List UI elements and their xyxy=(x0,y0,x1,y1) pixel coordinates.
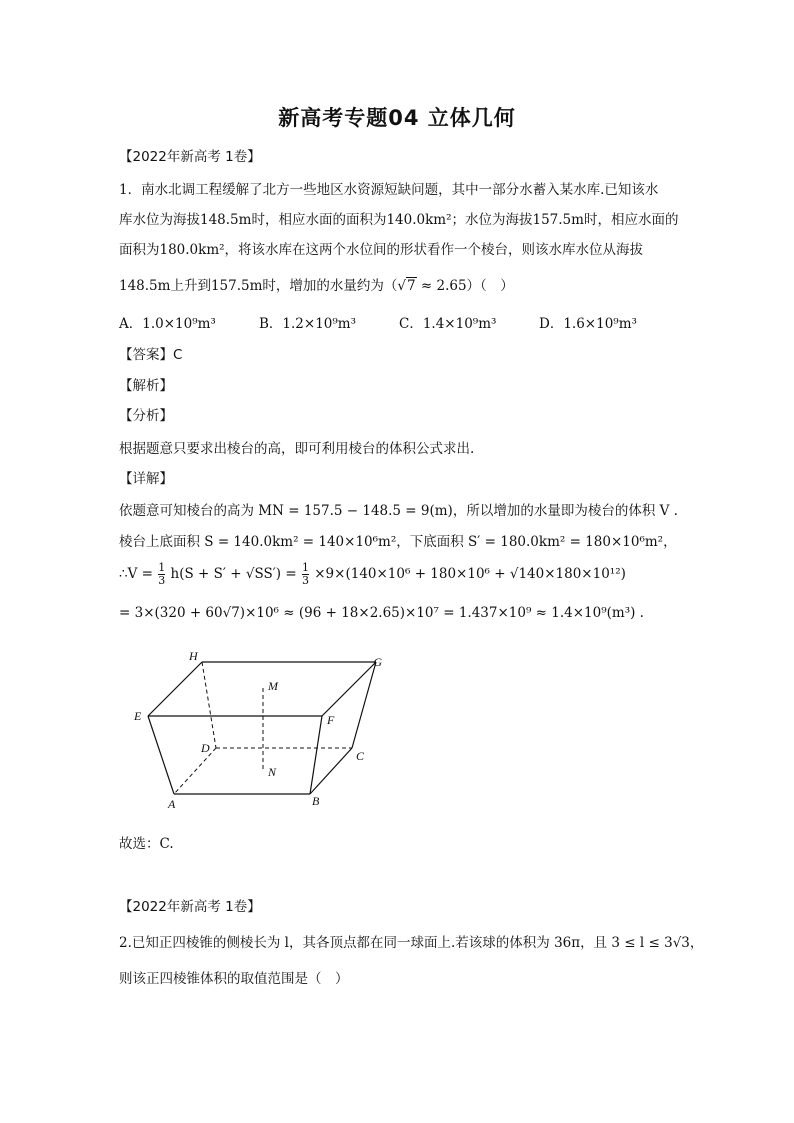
edge-eh xyxy=(148,662,202,716)
q1-options xyxy=(119,312,679,332)
frac-numerator: 1 xyxy=(158,561,166,574)
q1-answer: 【答案】C xyxy=(119,347,183,363)
label-f: F xyxy=(327,713,335,727)
q1-detail-line3 xyxy=(119,562,626,587)
label-m: M xyxy=(268,679,278,693)
option-b: B．1.2×10⁹m³ xyxy=(259,316,357,332)
q1-stem-line3: 面积为180.0km²，将该水库在这两个水位间的形状看作一个棱台，则该水库水位从海拔 xyxy=(119,242,644,258)
q1-detail-line2: 棱台上底面积 S = 140.0km² = 140×10⁶m²，下底面积 S′ = 180.0km² = 180×10⁶m²， xyxy=(119,534,677,550)
frac-numerator-2: 1 xyxy=(301,561,309,574)
q1-jiexi-heading: 【解析】 xyxy=(119,378,173,394)
q1-xiangjie-heading: 【详解】 xyxy=(119,471,173,487)
q1-stem-line1: 1．南水北调工程缓解了北方一些地区水资源短缺问题，其中一部分水蓄入某水库.已知该水 xyxy=(119,182,659,198)
label-h: H xyxy=(189,649,198,663)
option-d: D．1.6×10⁹m³ xyxy=(539,316,637,332)
edge-hd-hidden xyxy=(202,662,216,748)
option-a: A．1.0×10⁹m³ xyxy=(119,316,216,332)
q1-source-tag: 【2022年新高考 1卷】 xyxy=(119,149,261,165)
fraction-one-third xyxy=(158,562,165,587)
label-d: D xyxy=(201,741,210,755)
q1-detail3-rhs: ×9×(140×10⁶ + 180×10⁶ + √140×180×10¹²) xyxy=(314,566,626,582)
q1-stem-line4: 148.5m上升到157.5m时，增加的水量约为（√7 ≈ 2.65）（ ） xyxy=(119,278,514,294)
label-n: N xyxy=(268,765,277,779)
label-b: B xyxy=(312,794,320,808)
frac-denominator-2: 3 xyxy=(301,574,309,587)
q1-stem-line2: 库水位为海拔148.5m时，相应水面的面积为140.0km²；水位为海拔157.5m时，相应水面的 xyxy=(119,212,679,228)
q2-stem-line1: 2.已知正四棱锥的侧棱长为 l，其各顶点都在同一球面上.若该球的体积为 36π，且 3 ≤ l ≤ 3√3， xyxy=(119,935,704,951)
option-c: C．1.4×10⁹m³ xyxy=(399,316,497,332)
q1-detail3-mid: h(S + S′ + √SS′) = xyxy=(170,566,297,582)
q1-conclusion: 故选：C. xyxy=(119,836,174,852)
q1-sqrt-value: 7 xyxy=(407,278,416,294)
edge-da-hidden xyxy=(174,748,216,794)
frac-denominator: 3 xyxy=(158,574,166,587)
label-g: G xyxy=(373,655,382,669)
label-e: E xyxy=(134,709,142,723)
label-c: C xyxy=(356,749,365,763)
fraction-one-third-2 xyxy=(302,562,309,587)
q2-stem-line2: 则该正四棱锥体积的取值范围是（ ） xyxy=(119,971,349,987)
q1-detail-line1: 依题意可知棱台的高为 MN = 157.5 − 148.5 = 9(m)，所以增加的水量即为棱台的体积 V . xyxy=(119,503,678,519)
q1-detail3-lhs: ∴V = xyxy=(119,566,153,582)
page-title: 新高考专题04 立体几何 xyxy=(278,106,516,130)
label-a: A xyxy=(168,797,176,811)
q1-fenxi-heading: 【分析】 xyxy=(119,408,173,424)
q1-stem-line4-text: 148.5m上升到157.5m时，增加的水量约为（ xyxy=(119,278,398,294)
frustum-figure xyxy=(130,648,380,813)
q2-source-tag: 【2022年新高考 1卷】 xyxy=(119,899,261,915)
q1-fenxi-text: 根据题意只要求出棱台的高，即可利用棱台的体积公式求出. xyxy=(119,441,475,457)
q1-detail-line4: = 3×(320 + 60√7)×10⁶ ≈ (96 + 18×2.65)×10⁷ = 1.437×10⁹ ≈ 1.4×10⁹(m³) . xyxy=(119,605,644,621)
edge-ea xyxy=(148,716,174,794)
edge-cg xyxy=(352,662,376,748)
q1-stem-line4-tail: ≈ 2.65）（ ） xyxy=(416,278,514,294)
